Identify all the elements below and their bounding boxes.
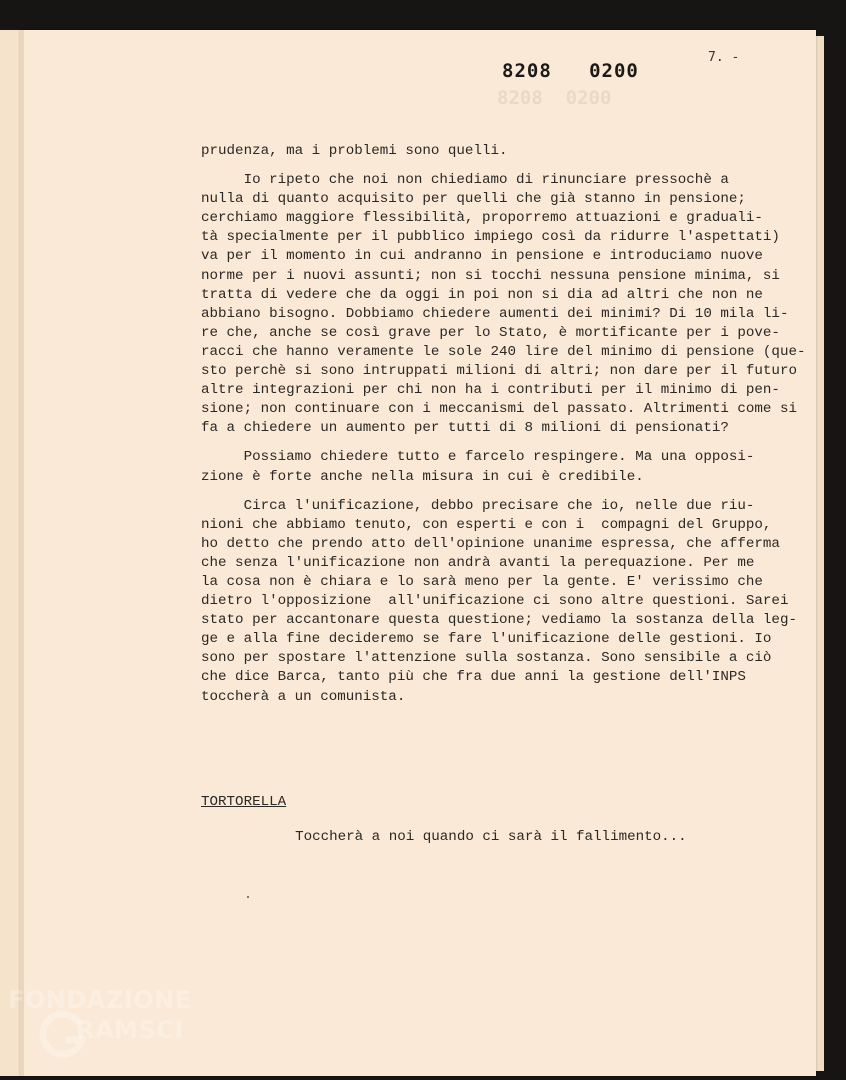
- text-line: che senza l'unificazione non andrà avanti la perequazione. Per me: [201, 554, 755, 571]
- paragraph-1: [201, 142, 761, 161]
- text-line: sione; non continuare con i meccanismi del passato. Altrimenti come si: [201, 401, 797, 418]
- text-line: racci che hanno veramente le sole 240 lire del minimo di pensione (que-: [201, 343, 806, 360]
- text-line: tà specialmente per il pubblico impiego così da ridurre l'aspettati): [201, 229, 780, 246]
- text-line: toccherà a un comunista.: [201, 688, 406, 705]
- page-number: 7. -: [708, 50, 740, 65]
- text-line: Io ripeto che noi non chiediamo di rinunciare pressochè a: [201, 172, 729, 189]
- paragraph-2: [201, 171, 806, 438]
- text-line: zione è forte anche nella misura in cui è credibile.: [201, 468, 644, 485]
- text-line: altre integrazioni per chi non ha i contributi per il minimo di pen-: [201, 382, 780, 399]
- text-line: norme per i nuovi assunti; non si tocchi nessuna pensione minima, si: [201, 267, 780, 284]
- text-line: Possiamo chiedere tutto e farcelo respingere. Ma una opposi-: [201, 449, 755, 466]
- paper-speck: [247, 896, 249, 898]
- text-line: cerchiamo maggiore flessibilità, proporremo attuazioni e graduali-: [201, 210, 763, 227]
- paragraph-3: [201, 448, 761, 486]
- body-text: [201, 142, 806, 717]
- text-line: sto perchè si sono intruppati milioni di altri; non dare per il futuro: [201, 363, 797, 380]
- paragraph-4: [201, 497, 797, 707]
- speaker-name: TORTORELLA: [201, 794, 287, 810]
- reply-text: Toccherà a noi quando ci sarà il fallimento...: [295, 829, 687, 845]
- speaker-reply: [261, 829, 687, 845]
- text-line: fa a chiedere un aumento per tutti di 8 milioni di pensionati?: [201, 420, 729, 437]
- watermark-line-2: RAMSCI: [76, 1016, 184, 1044]
- text-line: abbiano bisogno. Dobbiamo chiedere aumenti dei minimi? Di 10 mila li-: [201, 305, 789, 322]
- archive-watermark: [8, 986, 213, 1076]
- text-line: sono per spostare l'attenzione sulla sostanza. Sono sensibile a ciò: [201, 650, 772, 667]
- archive-stamp-right: 0200: [589, 60, 639, 82]
- text-line: va per il momento in cui andranno in pensione e introduciamo nuove: [201, 248, 763, 265]
- text-line: nioni che abbiamo tenuto, con esperti e con i compagni del Gruppo,: [201, 516, 772, 533]
- text-line: dietro l'opposizione all'unificazione ci sono altre questioni. Sarei: [201, 593, 789, 610]
- text-line: la cosa non è chiara e lo sarà meno per la gente. E' verissimo che: [201, 573, 763, 590]
- text-line: nulla di quanto acquisito per quelli che già stanno in pensione;: [201, 191, 746, 208]
- archive-stamp: [502, 60, 639, 82]
- watermark-line-1: FONDAZIONE: [8, 986, 192, 1014]
- text-line: re che, anche se così grave per lo Stato, è mortificante per i pove-: [201, 324, 780, 341]
- text-line: che dice Barca, tanto più che fra due anni la gestione dell'INPS: [201, 669, 746, 686]
- text-line: tratta di vedere che da oggi in poi non si dia ad altri che non ne: [201, 286, 763, 303]
- text-line: Circa l'unificazione, debbo precisare che io, nelle due riu-: [201, 497, 755, 514]
- text-line: ho detto che prendo atto dell'opinione unanime espressa, che afferma: [201, 535, 780, 552]
- archive-stamp-left: 8208: [502, 60, 552, 82]
- text-line: prudenza, ma i problemi sono quelli.: [201, 143, 508, 159]
- page-binding-edge: [20, 30, 24, 1076]
- text-line: ge e alla fine decideremo se fare l'unificazione delle gestioni. Io: [201, 631, 772, 648]
- text-line: stato per accantonare questa questione; vediamo la sostanza della leg-: [201, 612, 797, 629]
- stamp-bleed-through: 8208 0200: [497, 87, 612, 109]
